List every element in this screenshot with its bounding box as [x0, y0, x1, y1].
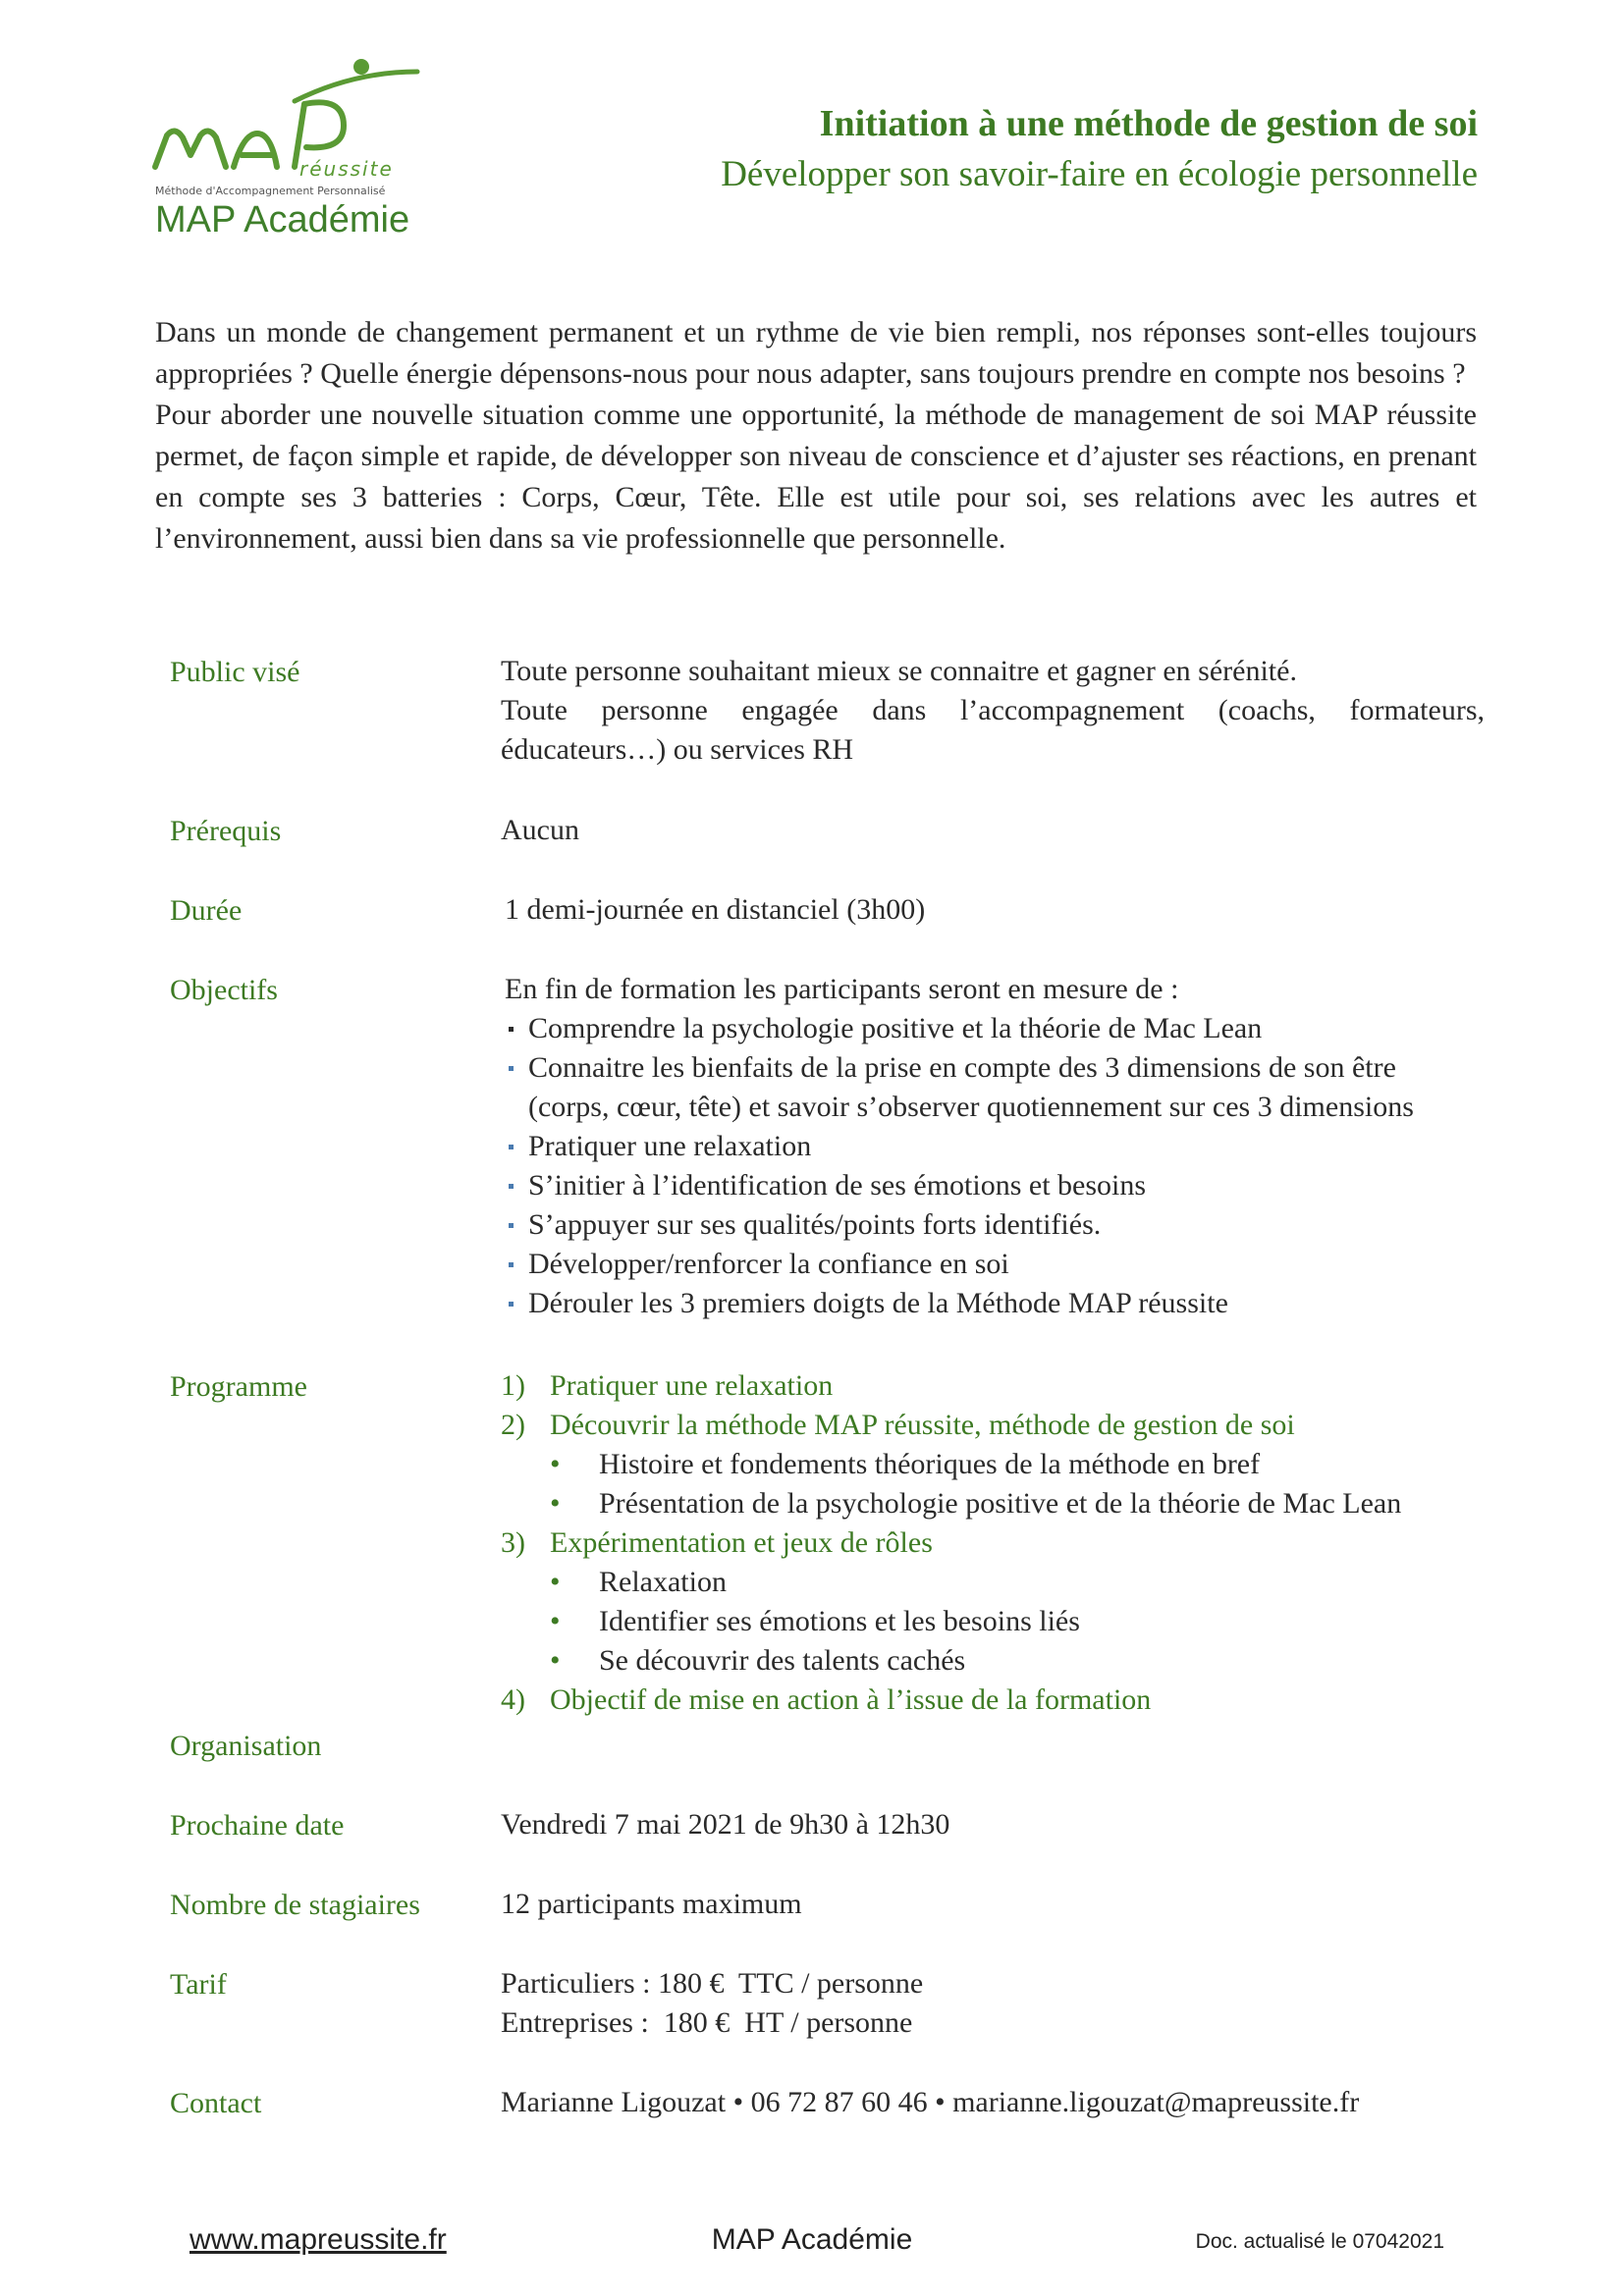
- public-line-1: Toute personne souhaitant mieux se connaitre et gagner en sérénité.: [501, 655, 1297, 687]
- programme-step: [501, 1406, 1483, 1523]
- label-tarif: Tarif: [170, 1968, 227, 2001]
- label-stagiaires: Nombre de stagiaires: [170, 1889, 420, 1921]
- value-prochaine-date: Vendredi 7 mai 2021 de 9h30 à 12h30: [501, 1808, 950, 1841]
- map-logo: [147, 57, 442, 253]
- objectif-text: Dérouler les 3 premiers doigts de la Méthode MAP réussite: [528, 1287, 1228, 1319]
- objectif-item: [505, 1127, 1487, 1166]
- value-tarif: [501, 1964, 1483, 2043]
- objectif-item: [505, 1245, 1487, 1284]
- programme-sublist: [550, 1445, 1483, 1523]
- public-line-3: éducateurs…) ou services RH: [501, 733, 854, 766]
- page-subtitle: Développer son savoir-faire en écologie personnelle: [721, 154, 1478, 194]
- footer-doc-date: Doc. actualisé le 07042021: [1195, 2230, 1444, 2253]
- programme-subitem: • Relaxation: [550, 1563, 1483, 1602]
- objectif-item: [505, 1205, 1487, 1245]
- objectif-item: [505, 1166, 1487, 1205]
- programme-step: [501, 1366, 1483, 1406]
- value-public: [501, 652, 1485, 770]
- label-public: Public visé: [170, 656, 300, 688]
- objectif-text: S’initier à l’identification de ses émotions et besoins: [528, 1169, 1147, 1201]
- objectif-text: (corps, cœur, tête) et savoir s’observer quotiennement sur ces 3 dimensions: [528, 1091, 1414, 1123]
- programme-step-title: Pratiquer une relaxation: [550, 1369, 834, 1402]
- intro-paragraph-1: Dans un monde de changement permanent et un rythme de vie bien rempli, nos réponses sont-elles toujours appropriées ? Quelle énergie dépensons-nous pour nous adapter, sans toujours prendre en compte nos besoins ?: [155, 316, 1477, 390]
- label-contact: Contact: [170, 2087, 262, 2119]
- label-prerequis: Prérequis: [170, 815, 282, 847]
- label-programme: Programme: [170, 1370, 307, 1403]
- programme-subitem: • Se découvrir des talents cachés: [550, 1641, 1483, 1681]
- programme-step-number: 3): [501, 1526, 525, 1559]
- objectif-item: [505, 1009, 1487, 1048]
- programme-subitem: • Présentation de la psychologie positive et de la théorie de Mac Lean: [550, 1484, 1483, 1523]
- objectif-item: [505, 1048, 1487, 1088]
- objectif-item-continued: [505, 1088, 1487, 1127]
- objectif-text: Développer/renforcer la confiance en soi: [528, 1248, 1009, 1280]
- footer-academie: MAP Académie: [711, 2223, 913, 2256]
- value-contact: Marianne Ligouzat • 06 72 87 60 46 • marianne.ligouzat@mapreussite.fr: [501, 2086, 1360, 2118]
- objectif-text: Pratiquer une relaxation: [528, 1130, 812, 1162]
- programme-step-title: Découvrir la méthode MAP réussite, méthode de gestion de soi: [550, 1409, 1295, 1441]
- value-duree: 1 demi-journée en distanciel (3h00): [505, 893, 926, 926]
- programme-list: [501, 1366, 1483, 1720]
- objectifs-intro: En fin de formation les participants seront en mesure de :: [505, 973, 1179, 1005]
- intro-text: [155, 312, 1477, 560]
- objectif-text: Comprendre la psychologie positive et la théorie de Mac Lean: [528, 1012, 1263, 1044]
- label-duree: Durée: [170, 894, 243, 927]
- label-prochaine-date: Prochaine date: [170, 1809, 345, 1842]
- programme-sublist: [550, 1563, 1483, 1681]
- page-title: Initiation à une méthode de gestion de soi: [819, 103, 1478, 144]
- logo-reussite-text: réussite: [299, 157, 394, 181]
- footer-website-link[interactable]: www.mapreussite.fr: [189, 2223, 447, 2256]
- logo-academie: MAP Académie: [155, 199, 410, 240]
- objectif-text: Connaitre les bienfaits de la prise en compte des 3 dimensions de son être: [528, 1051, 1396, 1084]
- value-programme: [501, 1366, 1483, 1720]
- programme-step: [501, 1523, 1483, 1681]
- tarif-entreprises: Entreprises : 180 € HT / personne: [501, 2006, 913, 2039]
- programme-subitem: • Identifier ses émotions et les besoins liés: [550, 1602, 1483, 1641]
- intro-paragraph-2: Pour aborder une nouvelle situation comme une opportunité, la méthode de management de soi MAP réussite permet, de façon simple et rapide, de développer son niveau de conscience et d’ajuster ses réactions, en prenant en compte ses 3 batteries : Corps, Cœur, Tête. Elle est utile pour soi, ses relations avec les autres et l’environnement, aussi bien dans sa vie professionnelle que personnelle.: [155, 399, 1477, 555]
- label-organisation: Organisation: [170, 1730, 322, 1762]
- programme-step: [501, 1681, 1483, 1720]
- label-objectifs: Objectifs: [170, 974, 278, 1006]
- value-objectifs: [505, 970, 1487, 1323]
- programme-step-title: Expérimentation et jeux de rôles: [550, 1526, 933, 1559]
- map-logo-graphic: [147, 57, 442, 194]
- tarif-particuliers: Particuliers : 180 € TTC / personne: [501, 1967, 924, 2000]
- programme-step-number: 2): [501, 1409, 525, 1441]
- programme-subitem: • Histoire et fondements théoriques de la méthode en bref: [550, 1445, 1483, 1484]
- objectif-text: S’appuyer sur ses qualités/points forts identifiés.: [528, 1208, 1102, 1241]
- public-line-2: Toute personne engagée dans l’accompagnement (coachs, formateurs,: [501, 694, 1485, 726]
- programme-step-title: Objectif de mise en action à l’issue de la formation: [550, 1683, 1152, 1716]
- objectifs-list: [505, 1009, 1487, 1323]
- programme-step-number: 1): [501, 1369, 525, 1402]
- programme-step-number: 4): [501, 1683, 525, 1716]
- logo-tagline: Méthode d'Accompagnement Personnalisé: [155, 185, 386, 197]
- value-prerequis: Aucun: [501, 814, 579, 846]
- objectif-item: [505, 1284, 1487, 1323]
- value-stagiaires: 12 participants maximum: [501, 1888, 802, 1920]
